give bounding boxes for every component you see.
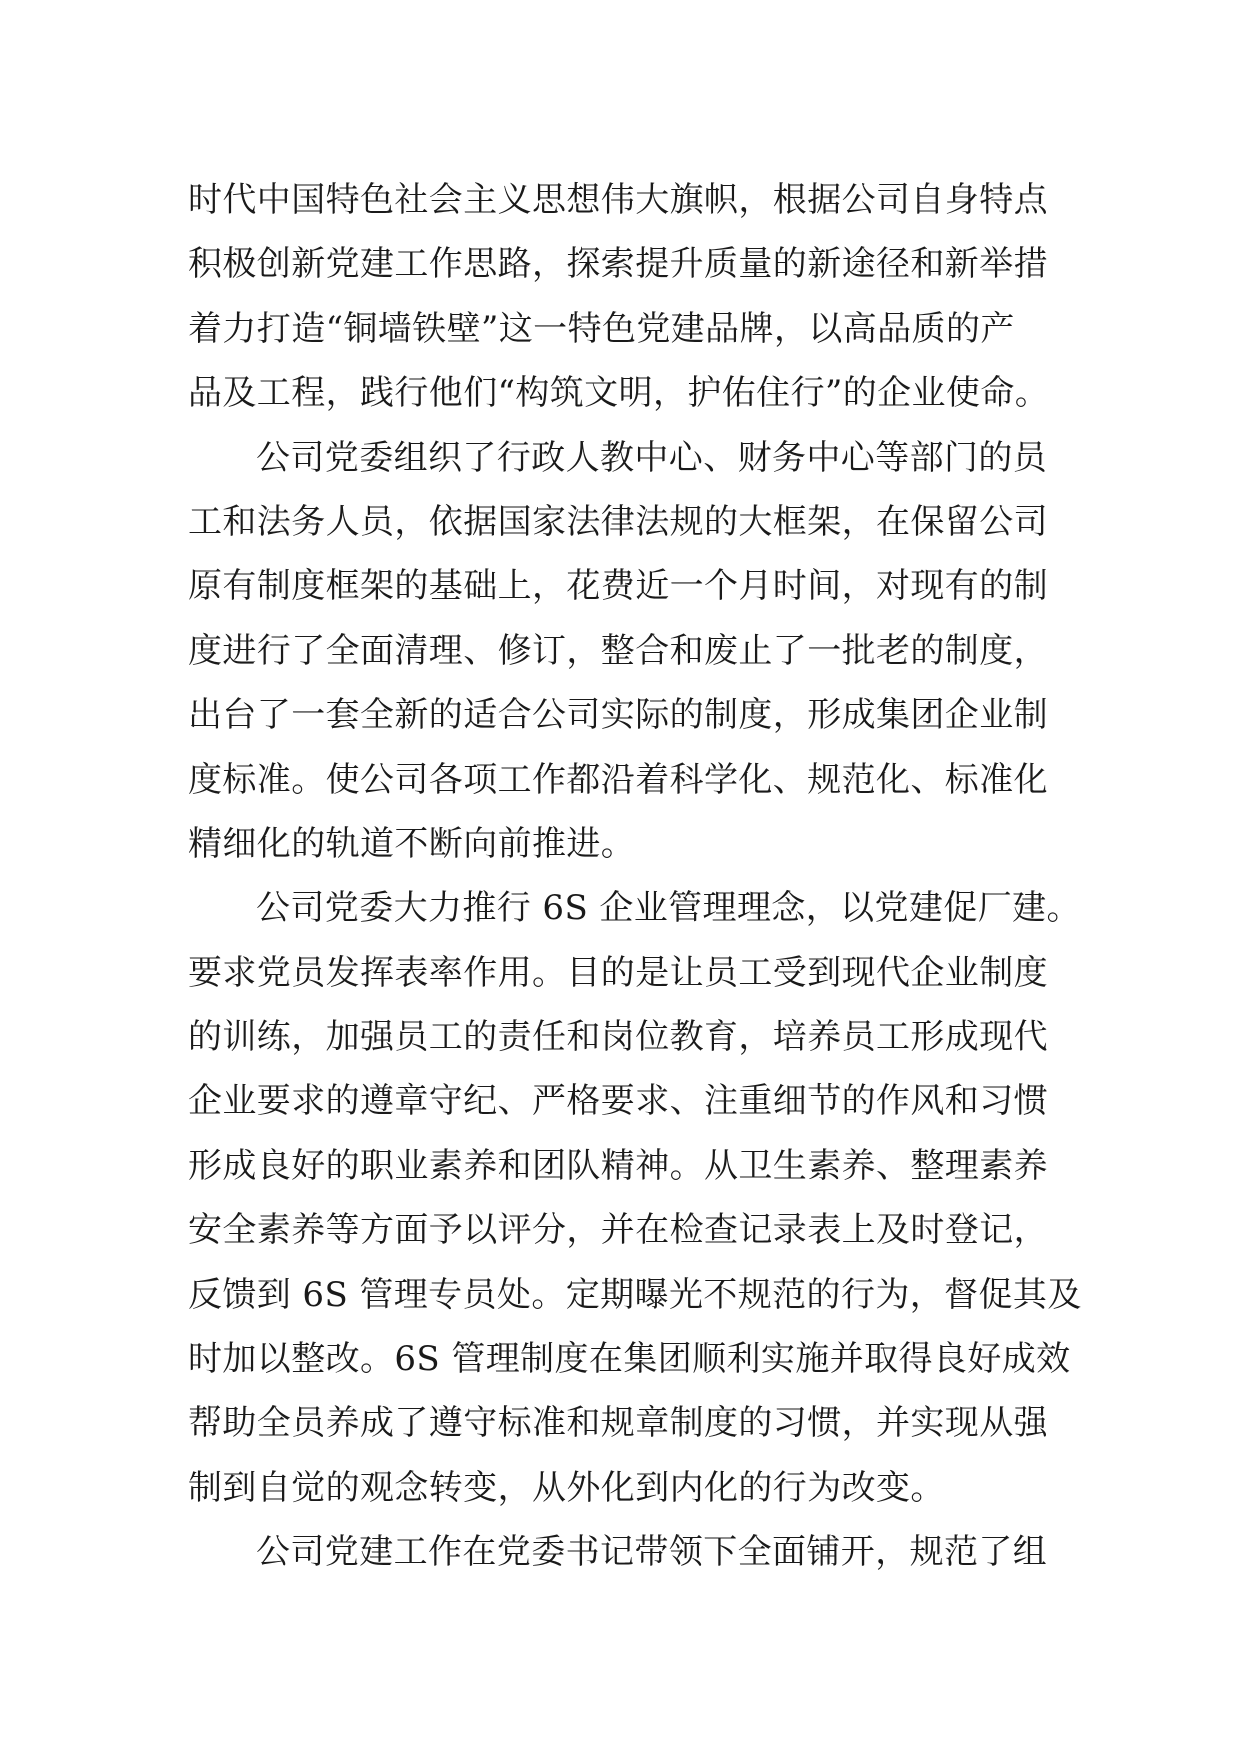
text-line: 企业要求的遵章守纪、严格要求、注重细节的作风和习惯: [188, 1081, 1048, 1122]
text-line: 制到自觉的观念转变，从外化到内化的行为改变。: [188, 1467, 945, 1508]
text-line: 形成良好的职业素养和团队精神。从卫生素养、整理素养: [188, 1145, 1048, 1186]
paragraph-first-line: 公司党建工作在党委书记带领下全面铺开，规范了组: [256, 1532, 1048, 1573]
text-line: 度标准。使公司各项工作都沿着科学化、规范化、标准化: [188, 759, 1048, 800]
text-line: 安全素养等方面予以评分，并在检查记录表上及时登记，: [188, 1210, 1048, 1251]
text-line: 积极创新党建工作思路，探索提升质量的新途径和新举措: [188, 244, 1048, 285]
text-line: 要求党员发挥表率作用。目的是让员工受到现代企业制度: [188, 952, 1048, 993]
text-line: 着力打造“铜墙铁壁”这一特色党建品牌，以高品质的产: [188, 308, 1015, 349]
text-line: 帮助全员养成了遵守标准和规章制度的习惯，并实现从强: [188, 1403, 1048, 1444]
text-line: 时代中国特色社会主义思想伟大旗帜，根据公司自身特点: [188, 180, 1048, 220]
paragraph-first-line: 公司党委组织了行政人教中心、财务中心等部门的员: [256, 437, 1048, 478]
text-line: 原有制度框架的基础上，花费近一个月时间，对现有的制: [188, 566, 1048, 607]
text-line: 时加以整改。6S 管理制度在集团顺利实施并取得良好成效: [188, 1339, 1071, 1380]
text-line: 度进行了全面清理、修订，整合和废止了一批老的制度，: [188, 630, 1048, 671]
text-line: 的训练，加强员工的责任和岗位教育，培养员工形成现代: [188, 1017, 1048, 1058]
text-line: 精细化的轨道不断向前推进。: [188, 823, 636, 864]
text-line: 反馈到 6S 管理专员处。定期曝光不规范的行为，督促其及: [188, 1274, 1082, 1315]
paragraph-first-line: 公司党委大力推行 6S 企业管理理念，以党建促厂建。: [256, 888, 1081, 929]
text-line: 工和法务人员，依据国家法律法规的大框架，在保留公司: [188, 501, 1048, 542]
body-text: [188, 168, 1082, 1585]
text-line: 出台了一套全新的适合公司实际的制度，形成集团企业制: [188, 695, 1048, 736]
text-line: 品及工程，践行他们“构筑文明，护佑住行”的企业使命。: [188, 373, 1050, 414]
